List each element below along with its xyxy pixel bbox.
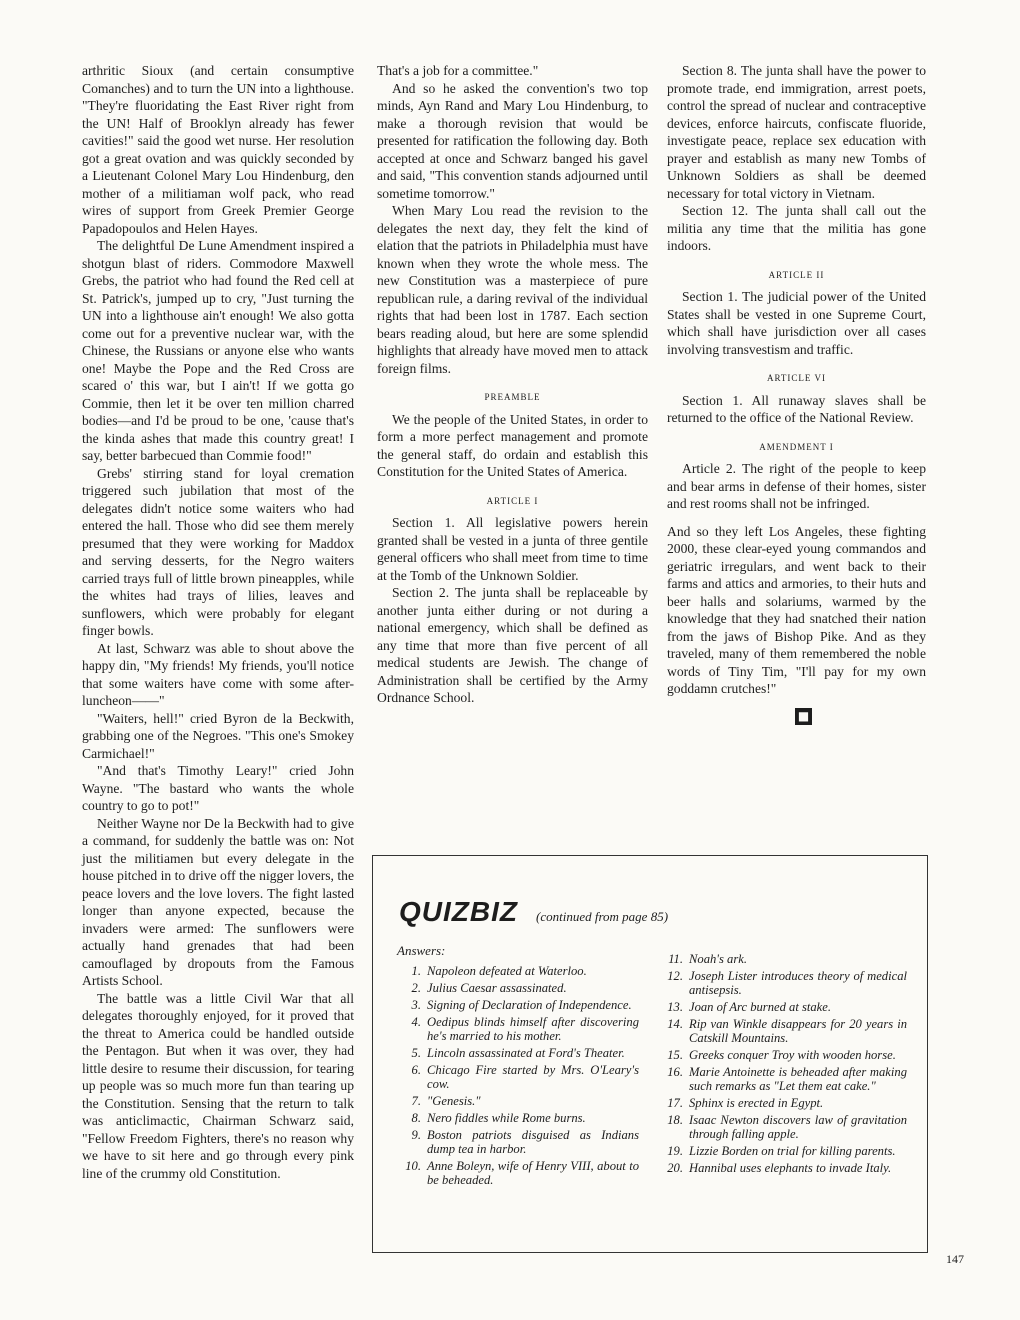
quiz-answer-number: 19. xyxy=(667,1144,683,1158)
page-number: 147 xyxy=(946,1252,964,1266)
article-6-section-1: Section 1. All runaway slaves shall be returned to the office of the National Review. xyxy=(667,392,926,425)
quiz-answer-number: 17. xyxy=(667,1096,683,1110)
body-paragraph: "Waiters, hell!" cried Byron de la Beckwith, grabbing one of the Negroes. "This one's Smokey Carmichael!" xyxy=(82,710,354,761)
quiz-answer-item xyxy=(659,952,907,966)
quiz-answer-text: Nero fiddles while Rome burns. xyxy=(427,1111,586,1125)
quiz-answer-text: Chicago Fire started by Mrs. O'Leary's cow. xyxy=(427,1063,639,1091)
quiz-answer-number: 20. xyxy=(667,1161,683,1175)
column-3 xyxy=(667,62,926,725)
quiz-answer-text: Sphinx is erected in Egypt. xyxy=(689,1096,824,1110)
quiz-answer-number: 3. xyxy=(411,998,421,1012)
quiz-answer-number: 8. xyxy=(411,1111,421,1125)
quiz-answer-text: Julius Caesar assassinated. xyxy=(427,981,567,995)
quiz-answer-number: 12. xyxy=(667,969,683,983)
quiz-answer-number: 16. xyxy=(667,1065,683,1079)
quiz-title: QUIZBIZ xyxy=(399,896,518,927)
quiz-answer-text: Boston patriots disguised as Indians dump tea in harbor. xyxy=(427,1128,639,1156)
quiz-answer-number: 13. xyxy=(667,1000,683,1014)
article-1-section-8: Section 8. The junta shall have the power to promote trade, end immigration, arrest poets, control the spread of nuclear and contraceptive devices, enforce haircuts, confiscate fluoride, investigate peace, replace sex education with prayer and establish as many new Tombs of Unknown Soldiers as shall be deemed necessary for total victory in Vietnam. xyxy=(667,63,926,201)
body-paragraph: Neither Wayne nor De la Beckwith had to give a command, for suddenly the battle was on: Not just the militiamen but every delegate in the house pitched in to drive off the nigger lovers, the peace lovers and the love lovers. The fight lasted longer than anyone expected, because the invaders were armed: The sunflowers were actually hand grenades that had been camouflaged by dropouts from the Famous Artists School. xyxy=(82,815,354,988)
quiz-answer-item xyxy=(397,981,639,995)
quiz-continued-note: (continued from page 85) xyxy=(536,909,669,924)
body-paragraph: arthritic Sioux (and certain consumptive Comanches) and to turn the UN into a lighthouse. "They're fluoridating the East River right from the UN! Half of Brooklyn already has fewer cavities!" said the good wet nurse. Her resolution got a great ovation and was quickly seconded by a Lieutenant Colonel Mary Lou Hindenburg, den mother of a militiaman wolf pack, who read wires of support from Greek Premier George Papadopoulos and Helen Hayes. xyxy=(82,63,354,236)
article-1-section-12: Section 12. The junta shall call out the militia any time that the militia has gone indoors. xyxy=(667,203,926,253)
quiz-answer-item xyxy=(659,1096,907,1110)
quiz-answer-number: 1. xyxy=(411,964,421,978)
quiz-answer-number: 15. xyxy=(667,1048,683,1062)
quiz-answer-item xyxy=(659,1017,907,1045)
quiz-answers-label: Answers: xyxy=(397,943,446,958)
article-1-heading: ARTICLE I xyxy=(486,495,539,506)
quiz-answer-item xyxy=(397,1046,639,1060)
quiz-answer-item xyxy=(397,1063,639,1091)
quiz-answer-text: Hannibal uses elephants to invade Italy. xyxy=(689,1161,892,1175)
quiz-answers-right xyxy=(659,952,907,1178)
quiz-answer-item xyxy=(397,1094,639,1108)
quiz-answer-number: 5. xyxy=(411,1046,421,1060)
preamble-heading: PREAMBLE xyxy=(484,392,541,402)
column-1 xyxy=(82,62,354,1182)
quiz-answer-item xyxy=(659,969,907,997)
quiz-answer-text: Lizzie Borden on trial for killing parents. xyxy=(689,1144,896,1158)
quiz-answer-item xyxy=(659,1065,907,1093)
quiz-answer-number: 4. xyxy=(411,1015,421,1029)
quiz-header xyxy=(399,896,668,928)
quiz-answer-item xyxy=(397,1159,639,1187)
quiz-answer-text: Noah's ark. xyxy=(689,952,747,966)
quiz-answer-text: Isaac Newton discovers law of gravitation through falling apple. xyxy=(689,1113,907,1141)
body-paragraph: The battle was a little Civil War that all delegates thoroughly enjoyed, for it proved that the threat to America could be handled outside the Pentagon. But when it was over, they had little desire to resume their discussion, for tearing up people was so much more fun than tearing up the Constitution. Sensing that the return to talk was anticlimactic, Chairman Schwarz said, "Fellow Freedom Fighters, there's no reason why we have to sit here and go through every pink line of the crummy old Constitution. xyxy=(82,990,354,1181)
quiz-answer-item xyxy=(659,1000,907,1014)
article-2-section-1: Section 1. The judicial power of the United States shall be vested in one Supreme Court, which shall have jurisdiction over all cases involving transvestism and traffic. xyxy=(667,289,926,357)
body-paragraph: That's a job for a committee." xyxy=(377,63,539,78)
quiz-answer-item xyxy=(397,998,639,1012)
quiz-answer-text: Marie Antoinette is beheaded after making such remarks as "Let them eat cake." xyxy=(689,1065,907,1093)
quiz-answer-item xyxy=(397,1015,639,1043)
quiz-answer-number: 6. xyxy=(411,1063,421,1077)
quiz-answer-text: Joan of Arc burned at stake. xyxy=(689,1000,832,1014)
quiz-answer-number: 2. xyxy=(411,981,421,995)
amendment-1-article-2: Article 2. The right of the people to keep and bear arms in defense of their homes, sister and rest rooms shall not be infringed. xyxy=(667,461,926,511)
article-1-section-2: Section 2. The junta shall be replaceable by another junta either during or not during a national emergency, which shall be defined as any time that more than five percent of all medical students are Jewish. The change of Administration shall be certified by the Army Ordnance School. xyxy=(377,585,648,705)
amendment-1-heading: AMENDMENT I xyxy=(759,441,834,452)
quiz-answer-number: 18. xyxy=(667,1113,683,1127)
body-paragraph: The delightful De Lune Amendment inspired a shotgun blast of riders. Commodore Maxwell Grebs, the patriot who had found the Red cell at St. Patrick's, jumped up to cry, "Just turning the UN into a lighthouse ain't enough! We also gotta come out for a preventive nuclear war, with the Chinese, the Russians or anyone else who wants one! Maybe the Pope and the Red Cross are scared o' this war, but I ain't! If we gotta go Commie, then let it be over ten million charred bodies—and I'd be proud to be one, 'cause that's the kinda ashes that made this country great! I say, better barbecued than Commie food!" xyxy=(82,238,354,463)
quiz-answer-item xyxy=(659,1161,907,1175)
quiz-answer-text: Signing of Declaration of Independence. xyxy=(427,998,632,1012)
body-paragraph: And so he asked the convention's two top minds, Ayn Rand and Mary Lou Hindenburg, to make a thorough revision that would be presented for ratification the following day. Both accepted at once and Schwarz banged his gavel and said, "This convention stands adjourned until sometime tomorrow." xyxy=(377,80,648,201)
body-paragraph: "And that's Timothy Leary!" cried John Wayne. "The bastard who wants the whole country to go to pot!" xyxy=(82,763,354,813)
quiz-answer-text: Napoleon defeated at Waterloo. xyxy=(427,964,587,978)
quiz-answer-text: Oedipus blinds himself after discovering he's married to his mother. xyxy=(427,1015,639,1043)
quiz-answer-text: "Genesis." xyxy=(427,1094,481,1108)
quiz-answer-text: Rip van Winkle disappears for 20 years in Catskill Mountains. xyxy=(689,1017,907,1045)
quiz-answer-item xyxy=(659,1144,907,1158)
quiz-answer-item xyxy=(659,1048,907,1062)
quiz-answer-number: 11. xyxy=(668,952,683,966)
quizbiz-box xyxy=(372,855,928,1253)
quiz-answer-number: 9. xyxy=(411,1128,421,1142)
article-1-section-1: Section 1. All legislative powers herein granted shall be vested in a junta of three gentile general officers who shall meet from time to time at the Tomb of the Unknown Soldier. xyxy=(377,515,648,583)
column-2 xyxy=(377,62,648,707)
quiz-answer-number: 14. xyxy=(667,1017,683,1031)
quiz-answer-number: 7. xyxy=(411,1094,421,1108)
quiz-answer-text: Joseph Lister introduces theory of medical antisepsis. xyxy=(689,969,907,997)
quiz-answer-item xyxy=(397,1128,639,1156)
quiz-answer-number: 10. xyxy=(405,1159,421,1173)
end-mark-icon: ■ xyxy=(795,708,812,725)
article-6-heading: ARTICLE VI xyxy=(766,373,827,383)
quiz-answer-text: Anne Boleyn, wife of Henry VIII, about to be beheaded. xyxy=(427,1159,639,1187)
quiz-answers-left xyxy=(397,964,639,1190)
preamble-text: We the people of the United States, in order to form a more perfect management and promote the general staff, do ordain and establish this Constitution for the United States of America. xyxy=(377,411,648,479)
article-2-heading: ARTICLE II xyxy=(768,269,825,280)
quiz-answer-text: Lincoln assassinated at Ford's Theater. xyxy=(427,1046,625,1060)
quiz-answer-item xyxy=(397,1111,639,1125)
body-paragraph: Grebs' stirring stand for loyal cremation triggered such jubilation that most of the delegates didn't notice some waiters who had entered the hall. Those who did see them merely presumed that they were working for Maddox and serving desserts, for the Negro waiters carried trays full of little brown pineapples, while the whites had trays of lilies, leaves and sunflowers, which were probably for elegant finger bowls. xyxy=(82,465,354,638)
body-paragraph: When Mary Lou read the revision to the delegates the next day, they felt the kind of elation that the patriots in Philadelphia must have known when they wrote the whole mess. The new Constitution was a masterpiece of pure republican rule, a daring revival of the individual rights that had been lost in 1787. Each section bears reading aloud, but here are some splendid highlights that already have moved men to attack foreign films. xyxy=(377,203,648,376)
quiz-answer-item xyxy=(659,1113,907,1141)
closing-paragraph: And so they left Los Angeles, these fighting 2000, these clear-eyed young commandos and geriatric irregulars, and went back to their farms and attics and armories, to their huts and beer halls and solariums, warmed by the knowledge that they had snatched their nation from the jaws of Bishop Pike. And as they traveled, many of them remembered the noble words of Tiny Tim, "I'll pay for my own goddamn crutches!" xyxy=(667,523,926,696)
quiz-answer-item xyxy=(397,964,639,978)
quiz-answer-text: Greeks conquer Troy with wooden horse. xyxy=(689,1048,896,1062)
body-paragraph: At last, Schwarz was able to shout above the happy din, "My friends! My friends, you'll notice that some waiters have come with some after-luncheon——" xyxy=(82,640,354,708)
